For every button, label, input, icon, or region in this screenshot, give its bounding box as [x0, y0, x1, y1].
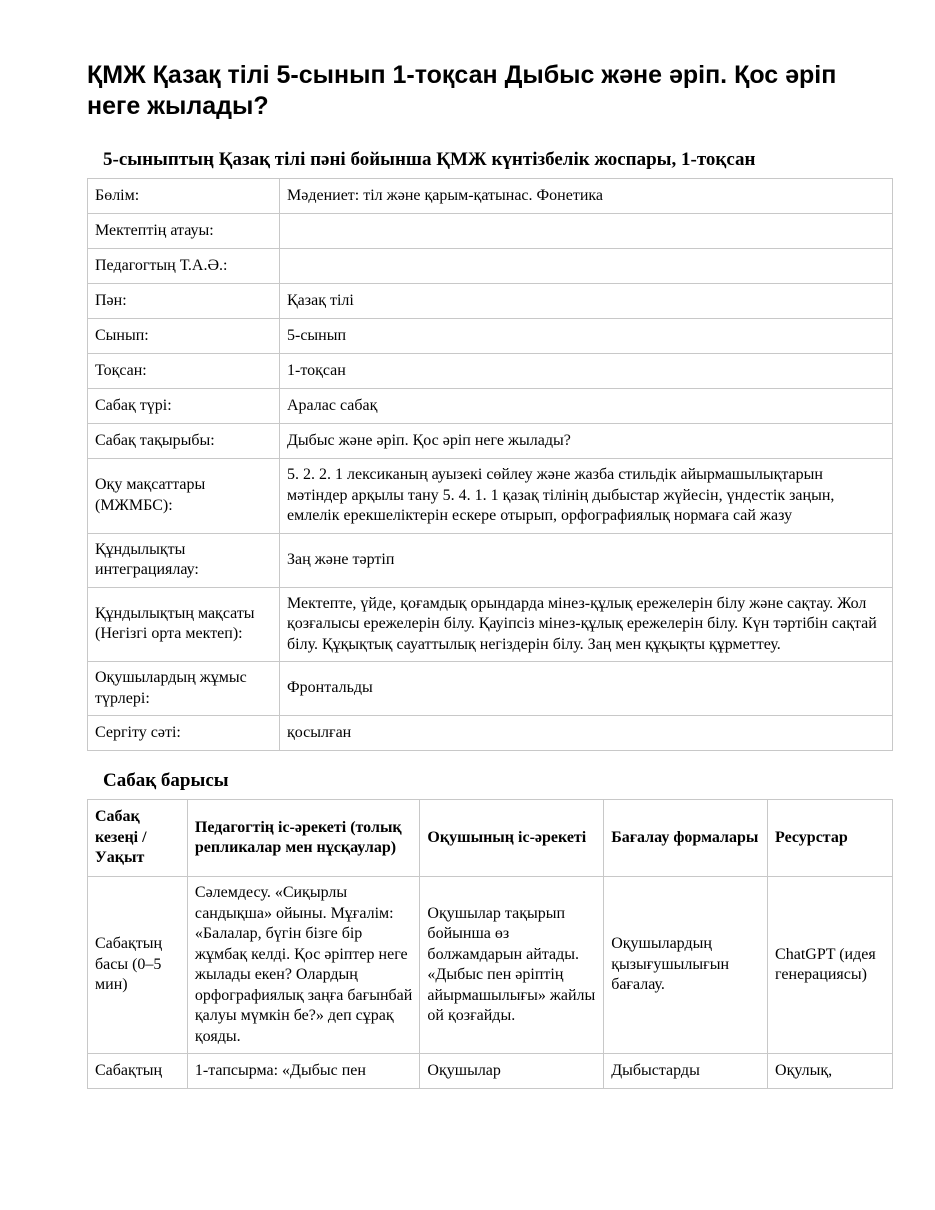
info-row	[88, 662, 893, 716]
header-cell: Бағалау формалары	[604, 800, 768, 877]
document-title: ҚМЖ Қазақ тілі 5-сынып 1-тоқсан Дыбыс және әріп. Қос әріп неге жылады?	[87, 61, 837, 120]
teacher-activity-cell: Сәлемдесу. «Сиқырлы сандықша» ойыны. Мұғалім: «Балалар, бүгін бізге бір жұмбақ келді. Қос әріптер неге жылады екен? Олардың орфографиялық заңға бағынбай қалуы мүмкін бе?» деп сұрақ қояды.	[187, 877, 420, 1054]
info-label: Сабақ тақырыбы:	[88, 424, 280, 459]
info-label: Бөлім:	[88, 179, 280, 214]
info-table-body	[88, 179, 893, 751]
info-label: Педагогтың Т.А.Ә.:	[88, 249, 280, 284]
info-row	[88, 587, 893, 662]
lesson-table-header-row	[88, 800, 893, 877]
resources-cell: ChatGPT (идея генерациясы)	[768, 877, 893, 1054]
info-label: Сабақ түрі:	[88, 389, 280, 424]
info-label: Пән:	[88, 284, 280, 319]
info-value: Қазақ тілі	[280, 284, 893, 319]
header-cell: Сабақ кезеңі / Уақыт	[88, 800, 188, 877]
info-row	[88, 179, 893, 214]
info-value: 5. 2. 2. 1 лексиканың ауызекі сөйлеу және жазба стильдік айырмашылықтарын мәтіндер арқылы тану 5. 4. 1. 1 қазақ тілінің дыбыстар жүйесін, үндестік заңын, емлелік ерекшеліктерін ескере отырып, орфографиялық нормаға сай жазу	[280, 459, 893, 534]
info-row	[88, 249, 893, 284]
info-label: Сынып:	[88, 319, 280, 354]
info-value	[280, 214, 893, 249]
table-row	[88, 877, 893, 1054]
info-row	[88, 354, 893, 389]
header-cell: Педагогтің іс-әрекеті (толық репликалар мен нұсқаулар)	[187, 800, 420, 877]
stage-cell: Сабақтың басы (0–5 мин)	[88, 877, 188, 1054]
info-row	[88, 716, 893, 751]
info-label: Құндылықты интеграциялау:	[88, 533, 280, 587]
assessment-cell: Оқушылардың қызығушылығын бағалау.	[604, 877, 768, 1054]
info-label: Тоқсан:	[88, 354, 280, 389]
info-value: Мәдениет: тіл және қарым-қатынас. Фонетика	[280, 179, 893, 214]
info-value	[280, 249, 893, 284]
info-value: Аралас сабақ	[280, 389, 893, 424]
student-activity-cell: Оқушылар тақырып бойынша өз болжамдарын айтады. «Дыбыс пен әріптің айырмашылығы» жайлы ой қозғайды.	[420, 877, 604, 1054]
info-label: Сергіту сәті:	[88, 716, 280, 751]
info-row	[88, 319, 893, 354]
student-activity-cell: Оқушылар	[420, 1054, 604, 1089]
info-row	[88, 533, 893, 587]
info-row	[88, 459, 893, 534]
lesson-progress-heading: Сабақ барысы	[103, 770, 229, 791]
info-label: Құндылықтың мақсаты (Негізгі орта мектеп):	[88, 587, 280, 662]
info-value: Фронтальды	[280, 662, 893, 716]
info-value: Дыбыс және әріп. Қос әріп неге жылады?	[280, 424, 893, 459]
info-row	[88, 424, 893, 459]
teacher-activity-cell: 1-тапсырма: «Дыбыс пен	[187, 1054, 420, 1089]
info-row	[88, 284, 893, 319]
info-label: Мектептің атауы:	[88, 214, 280, 249]
info-label: Оқу мақсаттары (МЖМБС):	[88, 459, 280, 534]
document-page	[87, 0, 893, 1089]
plan-subtitle: 5-сыныптың Қазақ тілі пәні бойынша ҚМЖ күнтізбелік жоспары, 1-тоқсан	[103, 149, 756, 170]
resources-cell: Оқулық,	[768, 1054, 893, 1089]
info-value: Мектепте, үйде, қоғамдық орындарда мінез-құлық ережелерін білу және сақтау. Жол қозғалысы ережелерін білу. Қауіпсіз мінез-құлық ережелерін білу. Күн тәртібін сақтай білу. Құқықтық сауаттылық негіздерін білу. Заң мен құқықты құрметтеу.	[280, 587, 893, 662]
info-value: 1-тоқсан	[280, 354, 893, 389]
header-cell: Оқушының іс-әрекеті	[420, 800, 604, 877]
info-label: Оқушылардың жұмыс түрлері:	[88, 662, 280, 716]
info-value: Заң және тәртіп	[280, 533, 893, 587]
info-value: қосылған	[280, 716, 893, 751]
header-cell: Ресурстар	[768, 800, 893, 877]
stage-cell: Сабақтың	[88, 1054, 188, 1089]
assessment-cell: Дыбыстарды	[604, 1054, 768, 1089]
info-value: 5-сынып	[280, 319, 893, 354]
info-row	[88, 389, 893, 424]
info-row	[88, 214, 893, 249]
table-row	[88, 1054, 893, 1089]
lesson-progress-table	[87, 799, 893, 1089]
lesson-info-table	[87, 178, 893, 751]
